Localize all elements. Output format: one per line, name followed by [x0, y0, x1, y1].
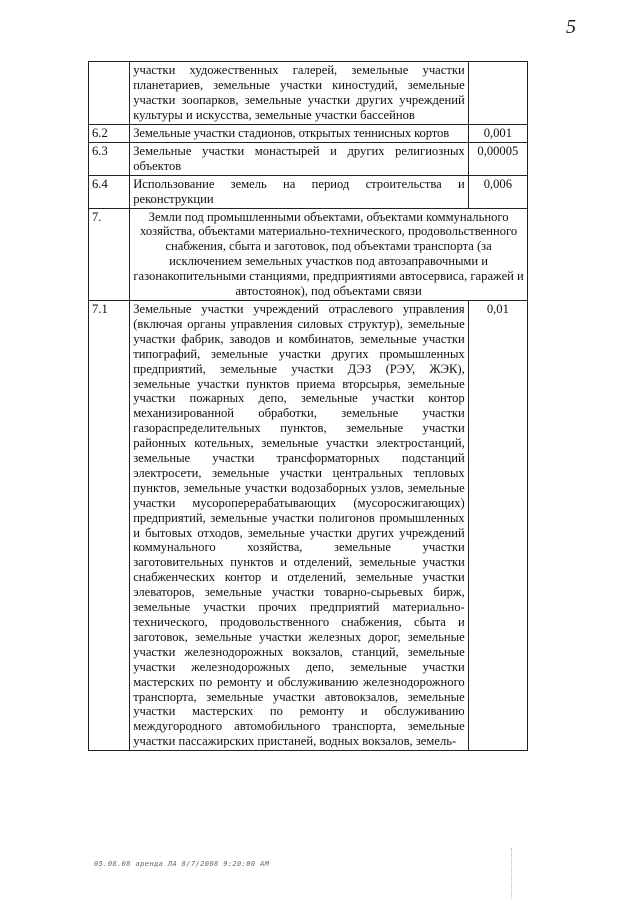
row-number: 6.4 [89, 175, 130, 208]
row-value [468, 62, 527, 125]
row-description: Земельные участки монастырей и других религиозных объектов [130, 142, 469, 175]
row-number [89, 62, 130, 125]
table-row [89, 300, 528, 750]
row-value: 0,006 [468, 175, 527, 208]
row-description: участки художественных галерей, земельные участки планетариев, земельные участки киностудий, земельные участки зоопарков, земельные участки других учреждений культуры и искусства, земельные участки бассейнов [130, 62, 469, 125]
footer-stamp: 05.08.08 аренда ЛА 8/7/2008 9:20:00 AM [94, 860, 270, 868]
row-value: 0,001 [468, 125, 527, 143]
row-description: Земельные участки учреждений отраслевого управления (включая органы управления силовых структур), земельные участки фабрик, заводов и комбинатов, земельные участки типографий, земельные участки других промышленных предприятий, земельные участки ДЭЗ (РЭУ, ЖЭК), земельные участки пунктов приема вторсырья, земельные участки пожарных депо, земельные участки контор механизированной обработки, земельные участки газораспределительных пунктов, земельные участки районных котельных, земельные участки электростанций, земельные участки трансформаторных подстанций электросети, земельные участки центральных тепловых пунктов, земельные участки водозаборных узлов, земельные участки мусороперерабатывающих (мусоросжигающих) предприятий, земельные участки полигонов промышленных и бытовых отходов, земельные участки других учреждений коммунального хозяйства, земельные участки заготовительных пунктов и отделений, земельные участки снабженческих контор и отделений, земельные участки элеваторов, земельные участки товарно-сырьевых бирж, земельные участки прочих предприятий материально-технического, продовольственного снабжения, сбыта и заготовок, земельные участки железных дорог, земельные участки железнодорожных вокзалов, станций, земельные участки железнодорожных депо, земельные участки мастерских по ремонту и обслуживанию железнодорожного транспорта, земельные участки автовокзалов, земельные участки мастерских по ремонту и обслуживанию междугородного автомобильного транспорта, земельные участки пассажирских пристаней, водных вокзалов, земель- [130, 300, 469, 750]
row-description: Земельные участки стадионов, открытых теннисных кортов [130, 125, 469, 143]
table-row [89, 175, 528, 208]
table-row [89, 142, 528, 175]
scan-mark [511, 848, 513, 898]
row-number: 7. [89, 208, 130, 300]
table-row [89, 125, 528, 143]
row-number: 6.2 [89, 125, 130, 143]
page-number: 5 [566, 16, 576, 38]
row-description: Использование земель на период строительства и реконструкции [130, 175, 469, 208]
row-number: 7.1 [89, 300, 130, 750]
coefficient-table [88, 61, 528, 751]
row-value: 0,00005 [468, 142, 527, 175]
table-row [89, 62, 528, 125]
section-title: Земли под промышленными объектами, объектами коммунального хозяйства, объектами материально-технического, продовольственного снабжения, сбыта и заготовок, под объектами транспорта (за исключением земельных участков под автозаправочными и газонакопительными станциями, предприятиями автосервиса, гаражей и автостоянок), под объектами связи [130, 208, 528, 300]
row-number: 6.3 [89, 142, 130, 175]
row-value: 0,01 [468, 300, 527, 750]
section-row [89, 208, 528, 300]
